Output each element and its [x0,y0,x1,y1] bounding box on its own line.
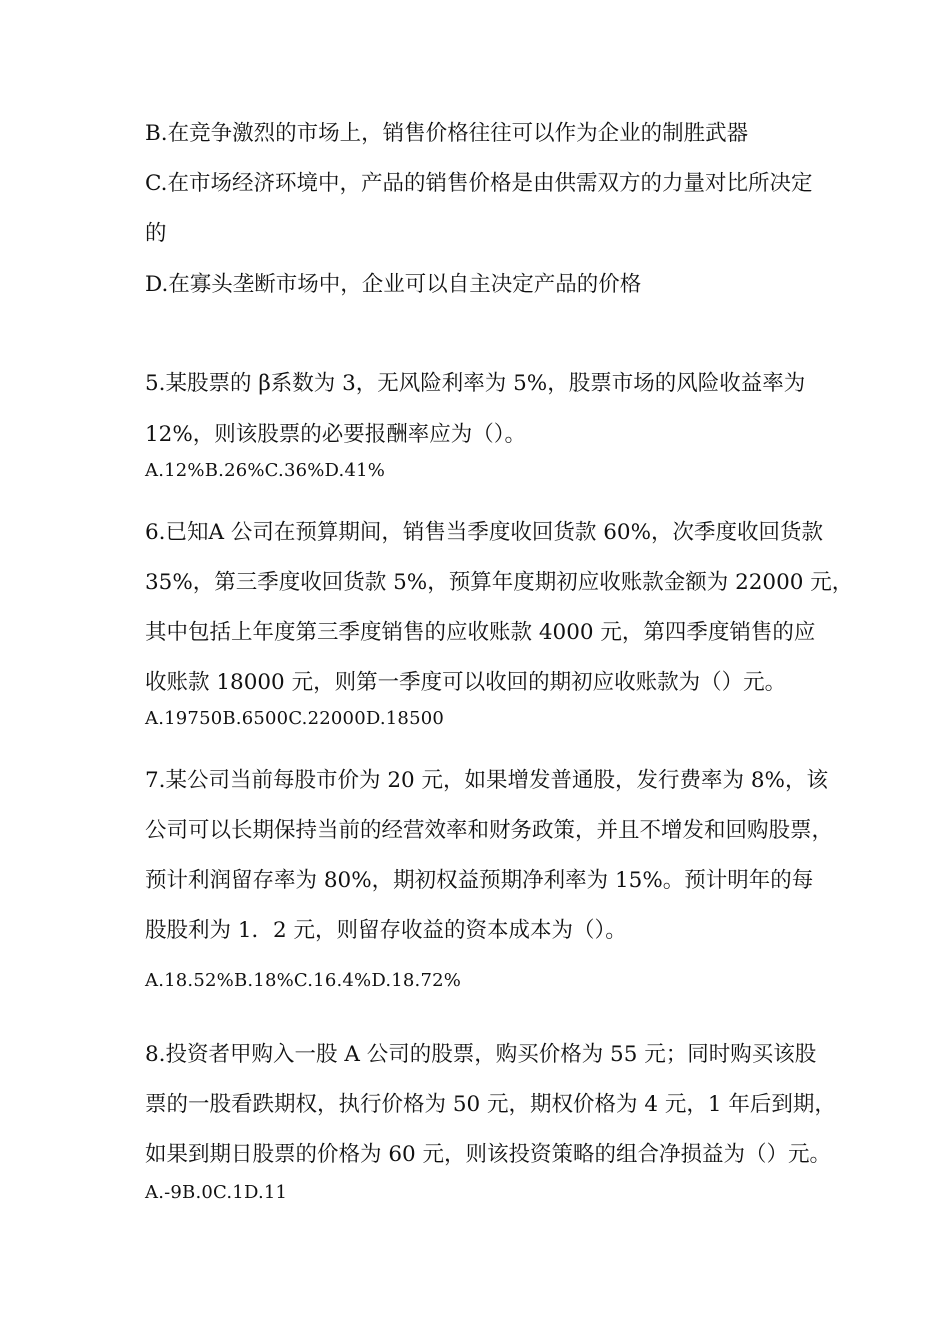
q6-stem-line3: 其中包括上年度第三季度销售的应收账款 4000 元，第四季度销售的应 [145,620,816,645]
q6-stem-line1: 6.已知A 公司在预算期间，销售当季度收回货款 60%，次季度收回货款 [145,520,823,545]
q7-stem-line4: 股股利为 1．2 元，则留存收益的资本成本为（）。 [145,918,627,943]
q7-options: A.18.52%B.18%C.16.4%D.18.72% [145,970,462,991]
q8-stem-line1: 8.投资者甲购入一股 A 公司的股票，购买价格为 55 元；同时购买该股 [145,1042,817,1067]
q6-stem-line4: 收账款 18000 元，则第一季度可以收回的期初应收账款为（）元。 [145,670,787,695]
q5-options: A.12%B.26%C.36%D.41% [145,460,386,481]
q6-options: A.19750B.6500C.22000D.18500 [145,708,445,729]
q6-stem-line2: 35%，第三季度收回货款 5%，预算年度期初应收账款金额为 22000 元， [145,570,854,595]
q5-stem-line1: 5.某股票的 β系数为 3，无风险利率为 5%，股票市场的风险收益率为 [145,371,806,396]
q7-stem-line3: 预计利润留存率为 80%，期初权益预期净利率为 15%。预计明年的每 [145,868,814,893]
option-c-text-line2: 的 [145,221,167,246]
q7-stem-line2: 公司可以长期保持当前的经营效率和财务政策，并且不增发和回购股票， [145,818,834,843]
q8-stem-line2: 票的一股看跌期权，执行价格为 50 元，期权价格为 4 元，1 年后到期， [145,1092,836,1117]
option-c-text-line1: C.在市场经济环境中，产品的销售价格是由供需双方的力量对比所决定 [145,171,813,196]
q8-stem-line3: 如果到期日股票的价格为 60 元，则该投资策略的组合净损益为（）元。 [145,1142,832,1167]
option-d-text: D.在寡头垄断市场中，企业可以自主决定产品的价格 [145,272,642,297]
option-b-text: B.在竞争激烈的市场上，销售价格往往可以作为企业的制胜武器 [145,121,749,146]
q7-stem-line1: 7.某公司当前每股市价为 20 元，如果增发普通股，发行费率为 8%，该 [145,768,828,793]
q5-stem-line2: 12%，则该股票的必要报酬率应为（）。 [145,422,527,447]
q8-options: A.-9B.0C.1D.11 [145,1182,288,1203]
